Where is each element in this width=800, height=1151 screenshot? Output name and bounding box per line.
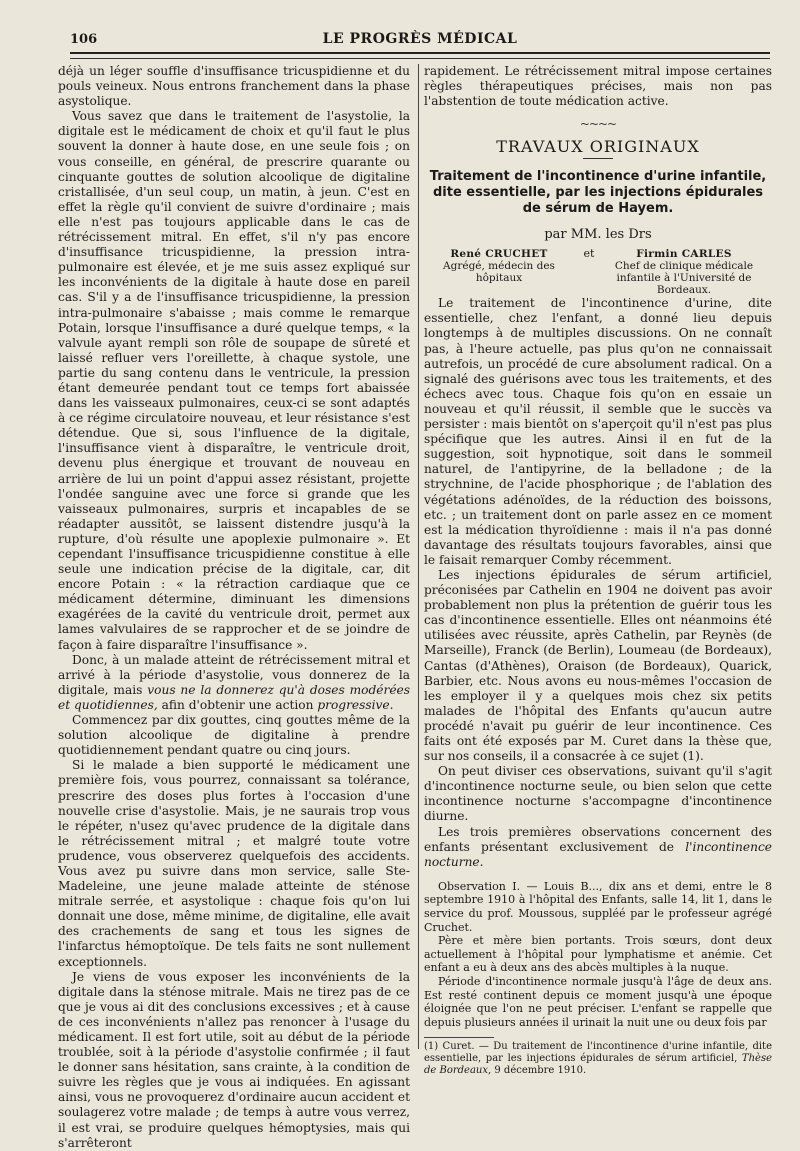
text-run: (1) Curet. — Du traitement de l'incontinence d'urine infantile, dite essentielle, par les injections épidurales de sérum artificiel, bbox=[424, 1041, 772, 1065]
text-run: , 9 décembre 1910. bbox=[488, 1065, 587, 1077]
paragraph bbox=[424, 825, 772, 870]
article-title: Traitement de l'incontinence d'urine infantile, dite essentielle, par les injections épidurales de sérum de Hayem. bbox=[429, 169, 767, 217]
author-1-name: René CRUCHET bbox=[450, 248, 548, 261]
author-2-name: Firmin CARLES bbox=[636, 248, 732, 261]
byline: par MM. les Drs bbox=[544, 227, 652, 243]
italic-run: Thèse de Bordeaux bbox=[424, 1053, 772, 1077]
column-divider bbox=[418, 64, 419, 1049]
italic-run: vous ne la donnerez qu'à doses modérées et quotidiennes, bbox=[58, 682, 410, 712]
text-run: afin d'obtenir une action bbox=[157, 697, 318, 712]
journal-title: LE PROGRÈS MÉDICAL bbox=[322, 31, 518, 47]
header-rule bbox=[70, 52, 770, 59]
title-rule bbox=[583, 158, 613, 159]
page-header bbox=[70, 30, 770, 52]
footnote bbox=[424, 1041, 772, 1077]
author-1 bbox=[424, 248, 574, 284]
observation-block bbox=[424, 880, 772, 1030]
left-column bbox=[58, 64, 410, 1150]
author-2-role: Chef de clinique médicale infantile à l'Université de Bordeaux. bbox=[614, 260, 754, 297]
footnote-rule bbox=[424, 1037, 494, 1038]
right-column bbox=[424, 64, 772, 1077]
paragraph: Je viens de vous exposer les inconvénients de la digitale dans la sténose mitrale. Mais ne tirez pas de ce que je vous ai dit des conclusions excessives ; et à cause de ces inconvénients n'allez pas renoncer à l'usage du médicament. Il est fort utile, soit au début de la période troublée, soit à la période d'asystolie confirmée ; il faut le donner sans hésitation, sans crainte, à la condition de suivre les règles que je vous ai indiquées. En agissant ainsi, vous ne provoquerez d'ordinaire aucun accident et soulagerez votre malade ; de temps à autre vous verrez, il est vrai, se produire quelques hémoptysies, mais qui s'arrêteront bbox=[58, 969, 410, 1150]
paragraph: On peut diviser ces observations, suivant qu'il s'agit d'incontinence nocturne seule, ou bien selon que cette incontinence nocturne s'accompagne d'incontinence diurne. bbox=[424, 764, 772, 824]
observation-paragraph: Observation I. — Louis B..., dix ans et demi, entre le 8 septembre 1910 à l'hôpital des Enfants, salle 14, lit 1, dans le service du prof. Moussous, suppléé par le professeur agrégé Cruchet. bbox=[424, 879, 772, 934]
author-1-role: Agrégé, médecin des hôpitaux bbox=[443, 260, 555, 285]
paragraph: Si le malade a bien supporté le médicament une première fois, vous pourrez, connaissant sa tolérance, prescrire des doses plus fortes à l'occasion d'une nouvelle crise d'asystolie. Mais, je ne saurais trop vous le répéter, n'usez qu'avec prudence de la digitale dans le rétrécissement mitral ; et malgré toute votre prudence, vous observerez quelquefois des accidents. Vous avez pu suivre dans mon service, salle Ste-Madeleine, une jeune malade atteinte de sténose mitrale serrée, et asystolique : chaque fois qu'on lui donnait une dose, même minime, de digitaline, elle avait des crachements de sang et tous les signes de l'infarctus hémoptoïque. De tels faits ne sont nullement exceptionnels. bbox=[58, 758, 410, 969]
paragraph: Le traitement de l'incontinence d'urine, dite essentielle, chez l'enfant, a donné lieu depuis longtemps à de multiples discussions. On ne connaît pas, à l'heure actuelle, pas plus qu'on ne connaissait autrefois, un procédé de cure absolument radical. On a signalé des guérisons avec tous les traitements, et des échecs avec tous. Chaque fois qu'on en essaie un nouveau et qu'il réussit, il semble que le succès va persister : mais bientôt on s'aperçoit qu'il n'est pas plus spécifique que les autres. Ainsi il en fut de la suggestion, soit hypnotique, soit dans le sommeil naturel, de l'antipyrine, de la belladone ; de la strychnine, de l'acide phosphorique ; de l'ablation des végétations adénoïdes, de la réduction des boissons, etc. ; un traitement dont on parle assez en ce moment est la médication thyroïdienne : mais il n'a pas donné davantage des résultats toujours favorables, ainsi que le faisait remarquer Comby récemment. bbox=[424, 296, 772, 567]
paragraph: Vous savez que dans le traitement de l'asystolie, la digitale est le médicament de choix et qu'il faut le plus souvent la donner à haute dose, en une seule fois ; on vous conseille, en général, de prescrire quarante ou cinquante gouttes de solution alcoolique de digitaline cristallisée, d'un seul coup, un matin, à jeun. C'est en effet la règle qu'il convient de suivre d'ordinaire ; mais elle n'est pas toujours applicable dans le cas de rétrécissement mitral. En effet, s'il n'y pas encore d'insuffisance tricuspidienne, la pression intra-pulmonaire est élevée, et je me suis assez expliqué sur les inconvénients de la digitale à haute dose en pareil cas. S'il y a de l'insuffisance tricuspidienne, la pression intra-pulmonaire s'abaisse ; mais comme le remarque Potain, lorsque l'insuffisance a duré quelque temps, « la valvule ayant rempli son rôle de soupape de sûreté et laissé refluer vers l'oreillette, à chaque systole, une partie du sang contenu dans le ventricule, la pression étant demeurée pendant tout ce temps fort abaissée dans les vaisseaux pulmonaires, ceux-ci se sont adaptés à ce régime circulatoire nouveau, et leur résistance s'est détendue. Que si, sous l'influence de la digitale, l'insuffisance vient à disparaître, le ventricule droit, devenu plus énergique et trouvant de nouveau en arrière de lui un point d'appui assez résistant, projette l'ondée sanguine avec une force si grande que les vaisseaux pulmonaires, surpris et incapables de se réadapter aussitôt, se laissent distendre jusqu'à la rupture, d'où résulte une apoplexie pulmonaire ». Et cependant l'insuffisance tricuspidienne constitue à elle seule une indication précise de la digitale, car, dit encore Potain : « la rétraction cardiaque que ce médicament détermine, diminuant les dimensions exagérées de la cavité du ventricule droit, permet aux lames valvulaires de se rapprocher et de se joindre de façon à faire disparaître l'insuffisance ». bbox=[58, 109, 410, 652]
ornament-divider: ~~~~ bbox=[579, 117, 617, 132]
author-conjunction: et bbox=[583, 247, 595, 261]
observation-paragraph: Père et mère bien portants. Trois sœurs, dont deux actuellement à l'hôpital pour lymphatisme et anémie. Cet enfant a eu à deux ans des abcès multiples à la nuque. bbox=[424, 934, 772, 975]
paragraph: déjà un léger souffle d'insuffisance tricuspidienne et du pouls veineux. Nous entrons franchement dans la phase asystolique. bbox=[58, 64, 410, 109]
authors-block bbox=[424, 247, 772, 297]
paragraph: rapidement. Le rétrécissement mitral impose certaines règles thérapeutiques précises, mais non pas l'abstention de toute médication active. bbox=[424, 64, 772, 109]
paragraph-dose bbox=[58, 653, 410, 713]
observation-paragraph: Période d'incontinence normale jusqu'à l'âge de deux ans. Est resté continent depuis ce moment jusqu'à une époque éloignée que l'on ne peut préciser. L'enfant se rappelle que depuis plusieurs années il urinait la nuit une ou deux fois par bbox=[424, 975, 772, 1029]
paragraph: Les injections épidurales de sérum artificiel, préconisées par Cathelin en 1904 ne doivent pas avoir probablement non plus la prétention de guérir tous les cas d'incontinence essentielle. Elles ont néanmoins été utilisées avec réussite, après Cathelin, par Reynès (de Marseille), Franck (de Berlin), Loumeau (de Bordeaux), Cantas (d'Athènes), Oraison (de Bordeaux), Quarick, Barbier, etc. Nous avons eu nous-mêmes l'occasion de les employer il y a quelques mois chez six petits malades de l'hôpital des Enfants qu'aucun autre procédé n'avait pu guérir de leur incontinence. Ces faits ont été exposés par M. Curet dans la thèse que, sur nos conseils, il a consacrée à ce sujet (1). bbox=[424, 567, 772, 764]
footnote-text bbox=[424, 1041, 772, 1077]
text-run: Donc, à un malade atteint de rétrécissement mitral et arrivé à la période d'asystolie, vous donnerez de la digitale, mais bbox=[58, 652, 410, 697]
section-title: TRAVAUX ORIGINAUX bbox=[496, 137, 700, 157]
author-2 bbox=[596, 248, 772, 296]
page-number: 106 bbox=[70, 32, 98, 47]
paragraph: Commencez par dix gouttes, cinq gouttes même de la solution alcoolique de digitaline à prendre quotidiennement pendant quatre ou cinq jours. bbox=[58, 713, 410, 758]
italic-run: progressive bbox=[317, 697, 390, 712]
text-run: . bbox=[479, 854, 484, 869]
italic-run: l'incontinence nocturne bbox=[424, 839, 772, 869]
text-run: . bbox=[389, 697, 394, 712]
text-run: Les trois premières observations concernent des enfants présentant exclusivement de bbox=[424, 824, 772, 854]
